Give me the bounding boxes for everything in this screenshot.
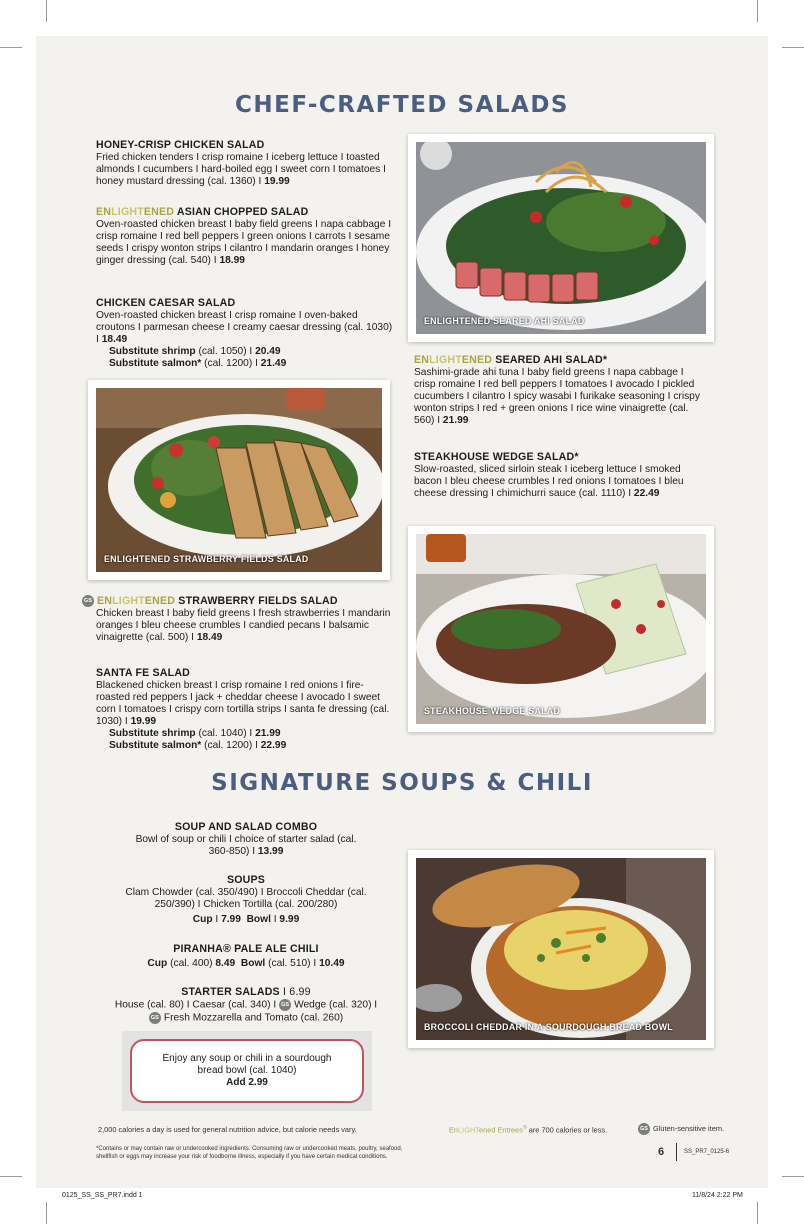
disclaimer: *Contains or may contain raw or undercooked ingredients. Consuming raw or undercooked meats, poultry, seafood, shellfish or eggs may increase your risk of foodborne illness, especially if you have certain medical conditions. bbox=[96, 1146, 403, 1160]
item-name: CHICKEN CAESAR SALAD bbox=[96, 297, 236, 309]
slug-timestamp: 11/8/24 2:22 PM bbox=[692, 1192, 743, 1199]
gluten-sensitive-icon: GS bbox=[82, 595, 94, 607]
menu-item-asian-chopped bbox=[96, 206, 396, 267]
callout-text: bread bowl (cal. 1040) bbox=[197, 1065, 297, 1076]
soup-image bbox=[416, 858, 706, 1040]
item-price: 19.99 bbox=[130, 716, 157, 727]
menu-item-soup-salad-combo bbox=[110, 821, 382, 858]
photo-seared-ahi bbox=[408, 134, 714, 342]
item-description: Oven-roasted chicken breast I baby field greens I napa cabbage I crisp romaine I red bell peppers I green onions I carrots I sesame seeds I crispy wonton strips I cilantro I mandarin oranges I honey ginger dressing (cal. 540) I 18.99 bbox=[96, 219, 392, 266]
salad-illustration bbox=[96, 388, 382, 572]
gluten-sensitive-legend: GS Gluten-sensitive item. bbox=[638, 1123, 724, 1135]
item-price: 13.99 bbox=[257, 846, 284, 857]
item-description: Clam Chowder (cal. 350/490) I Broccoli Cheddar (cal. 250/390) I Chicken Tortilla (cal. 200/280) bbox=[125, 887, 367, 910]
calorie-notice: 2,000 calories a day is used for general nutrition advice, but calorie needs vary. bbox=[98, 1125, 357, 1134]
item-price: Cup (cal. 400) 8.49 Bowl (cal. 510) I 10.49 bbox=[147, 958, 345, 969]
menu-item-pale-ale-chili bbox=[110, 943, 382, 970]
soups-title: SIGNATURE SOUPS & CHILI bbox=[211, 770, 593, 796]
photo-caption: STEAKHOUSE WEDGE SALAD bbox=[424, 706, 561, 716]
crop-mark bbox=[757, 0, 758, 22]
substitute-option: Substitute salmon* (cal. 1200) I 21.49 bbox=[109, 358, 287, 369]
item-description: Chicken breast I baby field greens I fresh strawberries I mandarin oranges I bleu cheese crumbles I candied pecans I balsamic vinaigrette (cal. 500) I 18.49 bbox=[96, 608, 391, 644]
photo-bread-bowl bbox=[408, 850, 714, 1048]
photo-strawberry-fields bbox=[88, 380, 390, 580]
photo-caption: BROCCOLI CHEDDAR IN A SOURDOUGH BREAD BOWL bbox=[424, 1022, 673, 1032]
item-name: STARTER SALADS I 6.99 bbox=[181, 986, 311, 998]
item-price: 19.99 bbox=[264, 176, 290, 187]
item-name: HONEY-CRISP CHICKEN SALAD bbox=[96, 139, 265, 151]
photo-caption: ENLIGHTENED STRAWBERRY FIELDS SALAD bbox=[104, 554, 309, 564]
item-name: GS ENLIGHTENED STRAWBERRY FIELDS SALAD bbox=[83, 595, 338, 607]
item-price: 22.49 bbox=[633, 488, 660, 499]
item-price: 18.49 bbox=[101, 334, 128, 345]
substitute-option: Substitute salmon* (cal. 1200) I 22.99 bbox=[109, 740, 287, 751]
crop-mark bbox=[782, 47, 804, 48]
soup-illustration bbox=[416, 858, 706, 1040]
salad-illustration bbox=[416, 534, 706, 724]
item-description: Fried chicken tenders I crisp romaine I iceberg lettuce I toasted almonds I cucumbers I hard-boiled egg I sweet corn I tomatoes I honey mustard dressing (cal. 1360) I 19.99 bbox=[96, 152, 386, 187]
substitute-option: Substitute shrimp (cal. 1050) I 20.49 bbox=[109, 346, 281, 357]
gluten-sensitive-icon: GS bbox=[638, 1123, 650, 1135]
gluten-sensitive-icon: GS bbox=[279, 999, 291, 1011]
enlightened-notice: EnLIGHTened Entrees® are 700 calories or less. bbox=[449, 1125, 608, 1135]
item-price: Cup I 7.99 Bowl I 9.99 bbox=[192, 914, 300, 925]
item-name: PIRANHA® PALE ALE CHILI bbox=[173, 943, 319, 955]
callout-box bbox=[130, 1039, 364, 1103]
menu-item-soups bbox=[110, 874, 382, 926]
menu-item-santa-fe bbox=[96, 667, 396, 752]
menu-item-steakhouse-wedge bbox=[414, 451, 704, 500]
item-description: Slow-roasted, sliced sirloin steak I iceberg lettuce I smoked bacon I bleu cheese crumbles I red onions I tomatoes I bleu cheese dressing I chimichurri sauce (cal. 1110) I 22.49 bbox=[414, 464, 684, 499]
photo-steakhouse-wedge bbox=[408, 526, 714, 732]
salads-title: CHEF-CRAFTED SALADS bbox=[235, 92, 569, 118]
item-name: SOUP AND SALAD COMBO bbox=[174, 821, 318, 833]
footer-divider bbox=[676, 1143, 677, 1161]
callout-text: Enjoy any soup or chili in a sourdough bbox=[162, 1053, 332, 1064]
menu-item-honey-crisp bbox=[96, 139, 396, 188]
crop-mark bbox=[46, 1202, 47, 1224]
item-description: Blackened chicken breast I crisp romaine I red onions I fire-roasted red peppers I jack + cheddar cheese I avocado I sweet corn I tomatoes I crispy corn tortilla strips I santa fe dressing (cal. 1030) I 19.99 bbox=[96, 680, 390, 727]
salad-illustration bbox=[416, 142, 706, 334]
menu-item-strawberry-fields bbox=[82, 595, 392, 644]
bread-bowl-callout bbox=[122, 1031, 372, 1111]
page-number: 6 bbox=[658, 1146, 665, 1158]
item-name: SANTA FE SALAD bbox=[96, 667, 191, 679]
item-description: Sashimi-grade ahi tuna I baby field greens I napa cabbage I crisp romaine I red bell peppers I tomatoes I avocado I pickled cucumbers I cilantro I spicy wasabi I furikake seasoning I crispy wonton strips I red + green onions I rice wine vinaigrette (cal. 560) I 21.99 bbox=[414, 367, 700, 426]
item-name: ENLIGHTENED SEARED AHI SALAD* bbox=[414, 354, 608, 366]
slug-filename: 0125_SS_SS_PR7.indd 1 bbox=[62, 1192, 143, 1199]
menu-item-chicken-caesar bbox=[96, 297, 396, 370]
item-price: 21.99 bbox=[442, 415, 469, 426]
item-name: ENLIGHTENED ASIAN CHOPPED SALAD bbox=[96, 206, 309, 218]
menu-item-seared-ahi bbox=[414, 354, 704, 427]
salad-image bbox=[416, 142, 706, 334]
page-code: SS_PR7_0125-6 bbox=[684, 1149, 730, 1155]
item-price: 18.99 bbox=[219, 255, 245, 266]
gluten-sensitive-icon: GS bbox=[149, 1012, 161, 1024]
crop-mark bbox=[0, 47, 22, 48]
item-price: 18.49 bbox=[196, 632, 223, 644]
item-description: GS Fresh Mozzarella and Tomato (cal. 260) bbox=[96, 1012, 396, 1025]
crop-mark bbox=[0, 1176, 22, 1177]
item-name: STEAKHOUSE WEDGE SALAD* bbox=[414, 451, 579, 463]
photo-caption: ENLIGHTENED SEARED AHI SALAD bbox=[424, 316, 585, 326]
item-description: Bowl of soup or chili I choice of starter salad (cal. 360-850) I 13.99 bbox=[135, 834, 357, 857]
substitute-option: Substitute shrimp (cal. 1040) I 21.99 bbox=[109, 728, 281, 739]
crop-mark bbox=[46, 0, 47, 22]
item-description: House (cal. 80) I Caesar (cal. 340) I GS Wedge (cal. 320) I bbox=[114, 999, 378, 1011]
menu-item-starter-salads bbox=[96, 986, 396, 1024]
crop-mark bbox=[782, 1176, 804, 1177]
item-description: Oven-roasted chicken breast I crisp romaine I oven-baked croutons I parmesan cheese I creamy caesar dressing (cal. 1030) I 18.49 bbox=[96, 310, 393, 345]
item-name: SOUPS bbox=[226, 874, 266, 886]
crop-mark bbox=[757, 1202, 758, 1224]
salad-image bbox=[96, 388, 382, 572]
salad-image bbox=[416, 534, 706, 724]
callout-price: Add 2.99 bbox=[226, 1077, 268, 1088]
